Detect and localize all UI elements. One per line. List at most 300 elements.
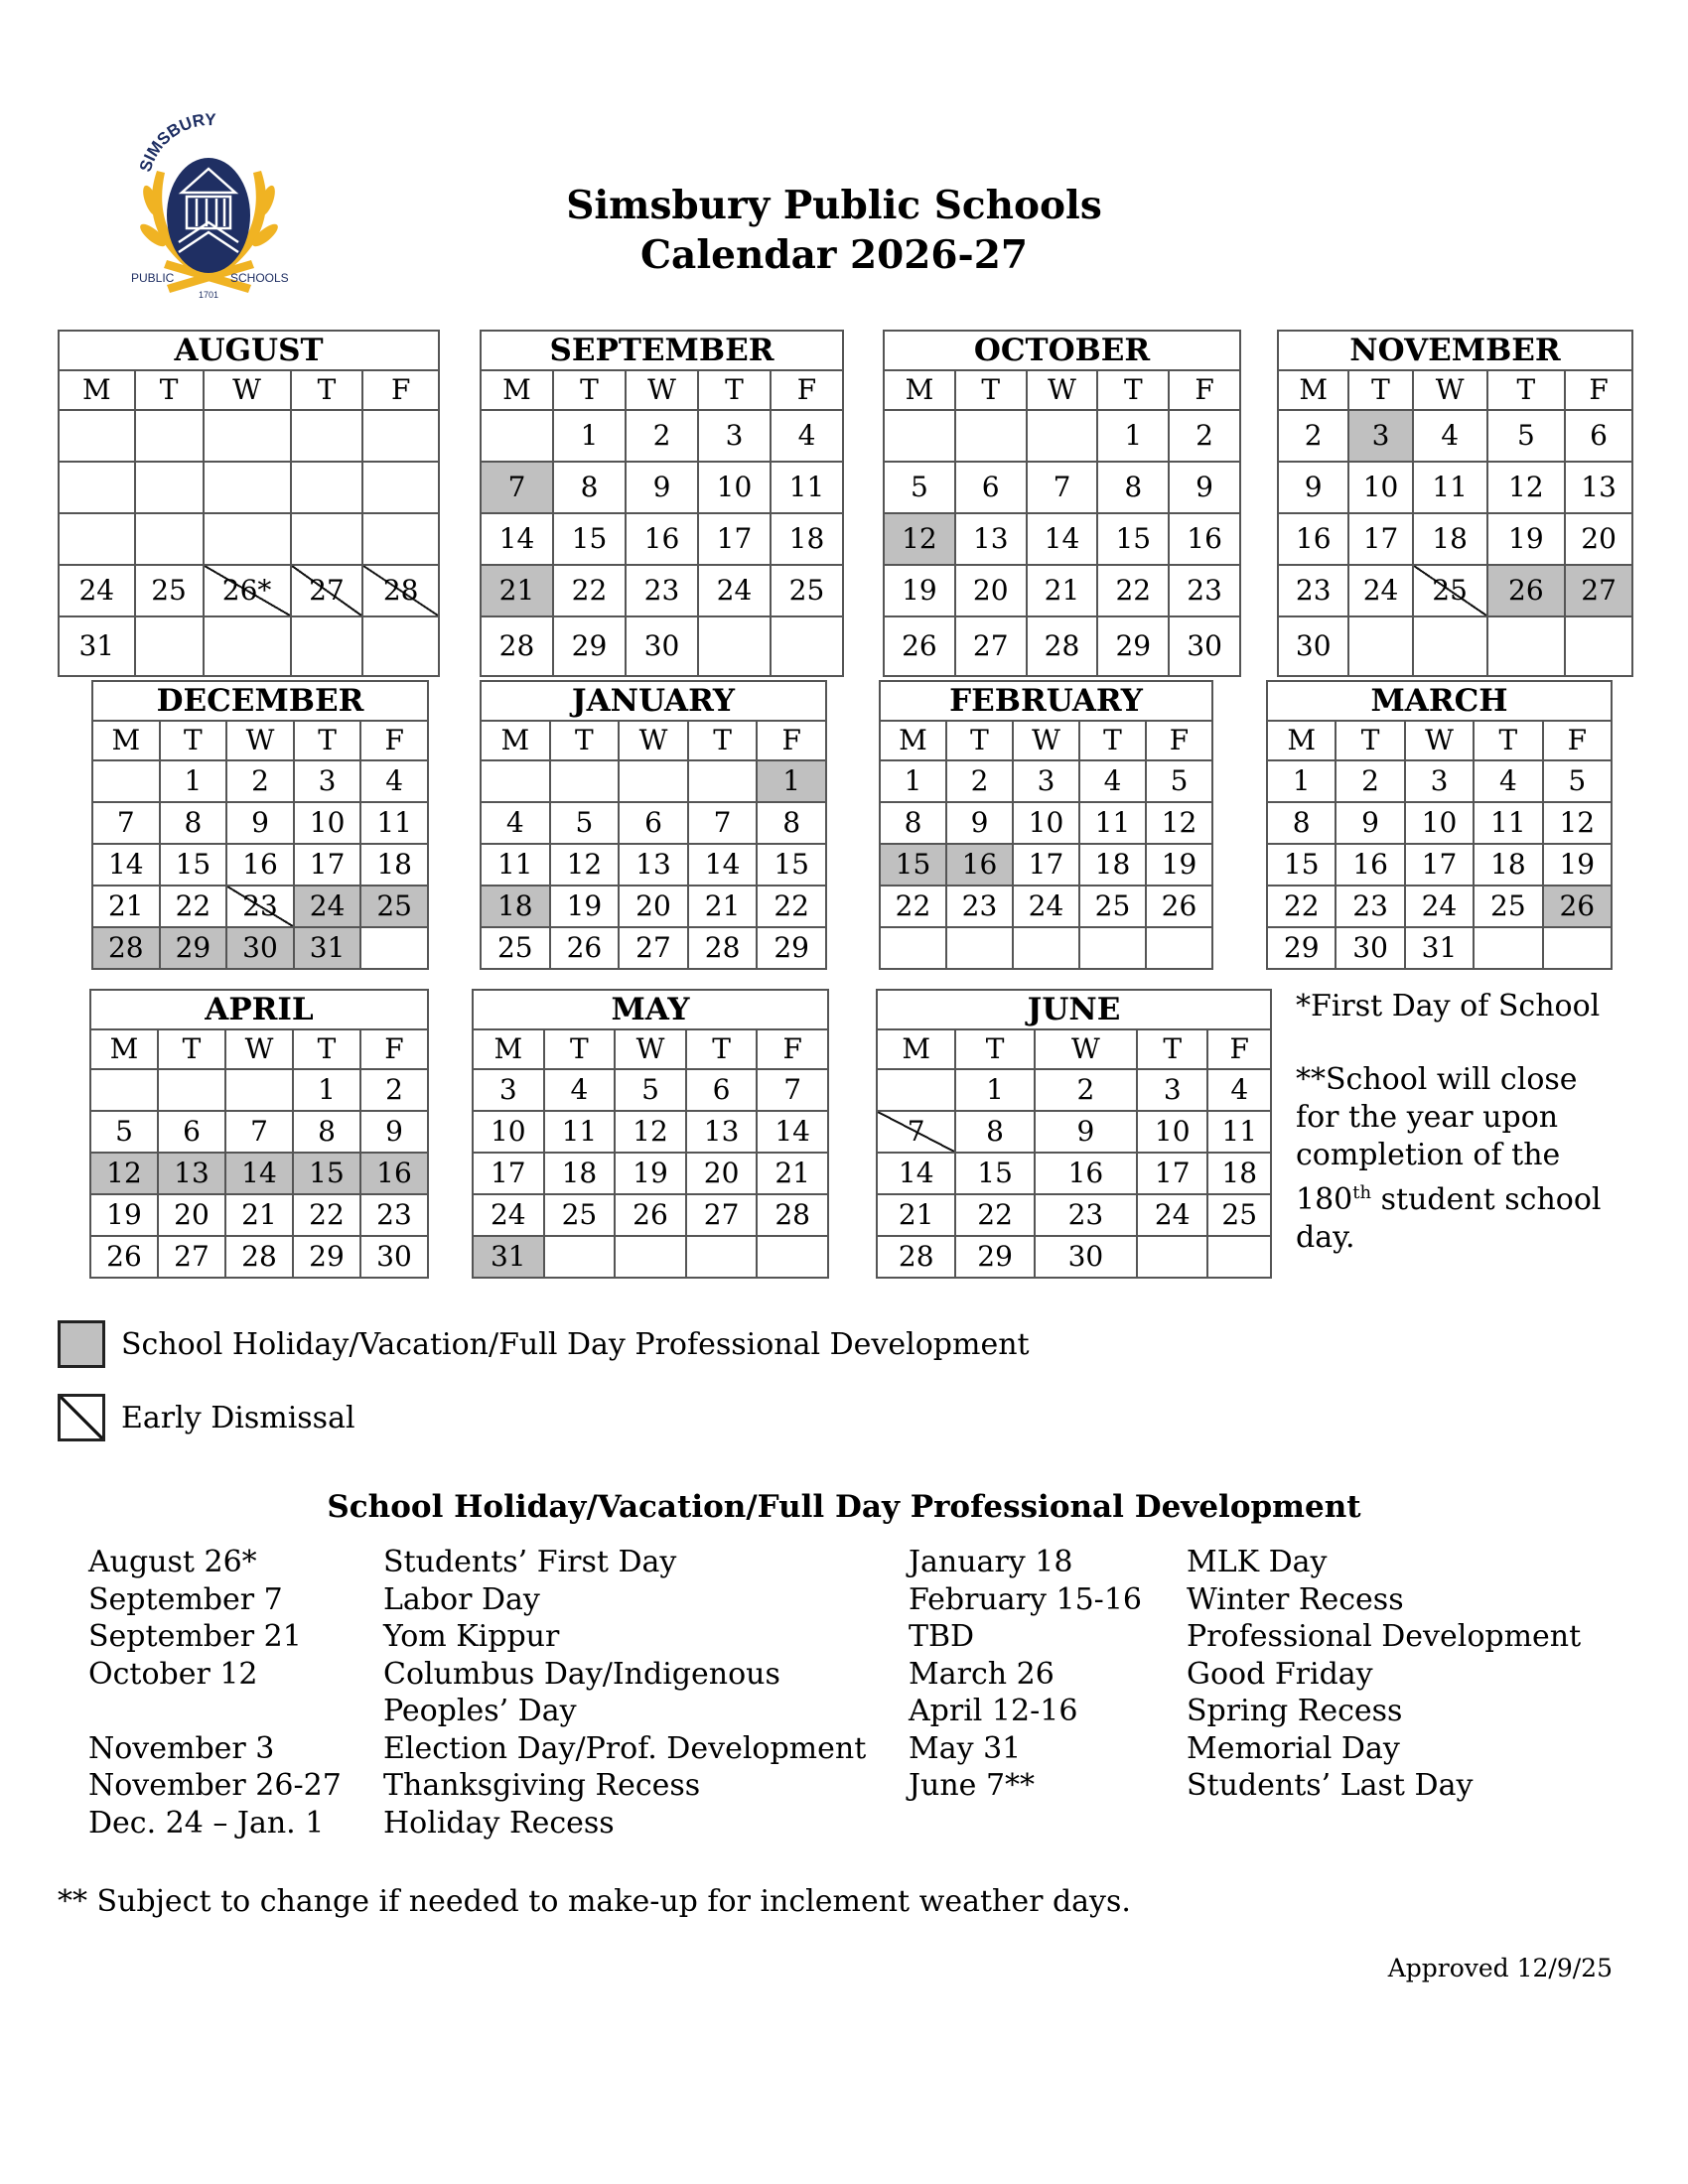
day-cell: 15: [293, 1153, 360, 1194]
holiday-list-item: [88, 1581, 866, 1619]
day-cell: 1: [955, 1069, 1034, 1111]
empty-cell: [1565, 616, 1632, 676]
weekday-header: T: [293, 1029, 360, 1069]
day-cell: 20: [686, 1153, 758, 1194]
day-cell: 26: [550, 927, 620, 969]
week-row: [481, 844, 826, 886]
day-cell: 19: [1487, 513, 1566, 565]
day-cell: 7: [225, 1111, 293, 1153]
day-cell: 24: [1405, 886, 1474, 927]
day-cell: 25: [1413, 565, 1487, 616]
week-row: [473, 1236, 828, 1278]
holiday-list-item: [88, 1656, 866, 1730]
empty-cell: [955, 410, 1027, 462]
day-cell: 22: [955, 1194, 1034, 1236]
legend-holiday-label: School Holiday/Vacation/Full Day Professional Development: [121, 1326, 1030, 1362]
holiday-event: Professional Development: [1187, 1619, 1582, 1654]
footnote: ** Subject to change if needed to make-up for inclement weather days.: [58, 1884, 1131, 1919]
empty-cell: [362, 462, 439, 513]
empty-cell: [1146, 927, 1212, 969]
day-cell: 21: [688, 886, 758, 927]
day-cell: 10: [473, 1111, 544, 1153]
day-cell: 2: [1278, 410, 1348, 462]
holiday-list-item: [909, 1656, 1581, 1694]
day-cell: 22: [1097, 565, 1169, 616]
day-cell: 18: [360, 844, 428, 886]
day-cell: 17: [698, 513, 771, 565]
day-cell: 15: [880, 844, 946, 886]
empty-cell: [360, 927, 428, 969]
weekday-header: T: [1137, 1029, 1207, 1069]
day-cell: 8: [757, 802, 826, 844]
district-logo: [127, 111, 291, 300]
day-cell: 1: [757, 760, 826, 802]
week-row: [473, 1069, 828, 1111]
day-cell: 20: [1565, 513, 1632, 565]
holiday-event: Yom Kippur: [383, 1619, 560, 1654]
empty-cell: [877, 1069, 955, 1111]
empty-cell: [291, 462, 363, 513]
day-cell: 2: [1035, 1069, 1137, 1111]
day-cell: 27: [158, 1236, 225, 1278]
day-cell: 16: [1035, 1153, 1137, 1194]
empty-cell: [550, 760, 620, 802]
empty-cell: [59, 462, 135, 513]
day-cell: 27: [1565, 565, 1632, 616]
day-cell: 15: [1097, 513, 1169, 565]
day-cell: 25: [135, 565, 204, 616]
logo-top-text: SIMSBURY: [135, 111, 216, 175]
week-row: [1278, 616, 1632, 676]
weekday-header: W: [204, 370, 291, 410]
day-cell: 22: [160, 886, 227, 927]
day-cell: 17: [294, 844, 361, 886]
day-cell: 27: [619, 927, 688, 969]
week-row: [90, 1111, 428, 1153]
month-name: OCTOBER: [884, 331, 1240, 370]
holiday-list-item: [909, 1618, 1581, 1656]
weekday-header: F: [1207, 1029, 1271, 1069]
day-cell: 11: [544, 1111, 616, 1153]
day-cell: 17: [1013, 844, 1079, 886]
day-cell: 21: [1027, 565, 1098, 616]
day-cell: 12: [884, 513, 955, 565]
empty-cell: [291, 410, 363, 462]
day-cell: 18: [544, 1153, 616, 1194]
holiday-event: Election Day/Prof. Development: [383, 1730, 867, 1766]
day-cell: 26: [90, 1236, 158, 1278]
holiday-list-item: [88, 1618, 866, 1656]
day-cell: 11: [1474, 802, 1542, 844]
week-row: [880, 802, 1212, 844]
holiday-event: Spring Recess: [1187, 1694, 1403, 1728]
weekday-header: T: [135, 370, 204, 410]
weekday-header: T: [955, 370, 1027, 410]
week-row: [481, 565, 843, 616]
day-cell: 15: [757, 844, 826, 886]
weekday-header: W: [626, 370, 698, 410]
day-cell: 19: [884, 565, 955, 616]
day-cell: 1: [160, 760, 227, 802]
day-cell: 9: [1278, 462, 1348, 513]
day-cell: 3: [1137, 1069, 1207, 1111]
day-cell: 12: [615, 1111, 686, 1153]
day-cell: 4: [360, 760, 428, 802]
day-cell: 9: [946, 802, 1013, 844]
weekday-header: F: [1169, 370, 1240, 410]
empty-cell: [686, 1236, 758, 1278]
day-cell: 20: [955, 565, 1027, 616]
day-cell: 21: [92, 886, 160, 927]
day-cell: 18: [1413, 513, 1487, 565]
day-cell: 5: [884, 462, 955, 513]
week-row: [92, 802, 428, 844]
empty-cell: [92, 760, 160, 802]
day-cell: 28: [481, 616, 553, 676]
weekday-header: F: [757, 1029, 828, 1069]
holiday-list-right: [909, 1544, 1581, 1805]
day-cell: 9: [1336, 802, 1404, 844]
weekday-header: W: [619, 721, 688, 760]
empty-cell: [362, 410, 439, 462]
day-cell: 15: [1267, 844, 1336, 886]
holiday-list-item: [88, 1730, 866, 1768]
day-cell: 3: [698, 410, 771, 462]
weekday-header: T: [553, 370, 626, 410]
holiday-date: November 3: [88, 1730, 275, 1766]
holiday-list-item: [909, 1767, 1581, 1805]
empty-cell: [946, 927, 1013, 969]
day-cell: 26: [1543, 886, 1612, 927]
day-cell: 10: [698, 462, 771, 513]
day-cell: 6: [686, 1069, 758, 1111]
empty-cell: [204, 410, 291, 462]
day-cell: 8: [880, 802, 946, 844]
day-cell: 31: [473, 1236, 544, 1278]
week-row: [884, 565, 1240, 616]
weekday-header: T: [688, 721, 758, 760]
day-cell: 7: [688, 802, 758, 844]
weekday-header: M: [90, 1029, 158, 1069]
weekday-header: M: [59, 370, 135, 410]
week-row: [90, 1069, 428, 1111]
early-dismissal-swatch-icon: [58, 1394, 105, 1441]
day-cell: 10: [1405, 802, 1474, 844]
weekday-header: W: [1013, 721, 1079, 760]
weekday-header: T: [686, 1029, 758, 1069]
day-cell: 16: [1169, 513, 1240, 565]
holiday-list-item: [909, 1730, 1581, 1768]
day-cell: 19: [1543, 844, 1612, 886]
day-cell: 4: [544, 1069, 616, 1111]
weekday-header: F: [362, 370, 439, 410]
week-row: [481, 410, 843, 462]
day-cell: 21: [225, 1194, 293, 1236]
day-cell: 12: [90, 1153, 158, 1194]
empty-cell: [1207, 1236, 1271, 1278]
day-cell: 8: [955, 1111, 1034, 1153]
month-name: MARCH: [1267, 681, 1612, 721]
day-cell: 23: [1169, 565, 1240, 616]
day-cell: 10: [1013, 802, 1079, 844]
holiday-swatch-icon: [58, 1320, 105, 1368]
day-cell: 19: [550, 886, 620, 927]
legend-early-label: Early Dismissal: [121, 1400, 355, 1435]
weekday-header: M: [1267, 721, 1336, 760]
day-cell: 27: [686, 1194, 758, 1236]
day-cell: 24: [698, 565, 771, 616]
day-cell: 25: [1207, 1194, 1271, 1236]
week-row: [92, 927, 428, 969]
day-cell: 19: [615, 1153, 686, 1194]
day-cell: 27: [291, 565, 363, 616]
holiday-event: Columbus Day/Indigenous Peoples’ Day: [383, 1656, 780, 1728]
weekday-header: M: [877, 1029, 955, 1069]
day-cell: 11: [360, 802, 428, 844]
day-cell: 4: [1474, 760, 1542, 802]
day-cell: 9: [360, 1111, 428, 1153]
day-cell: 18: [1079, 844, 1146, 886]
day-cell: 1: [293, 1069, 360, 1111]
week-row: [880, 844, 1212, 886]
day-cell: 5: [550, 802, 620, 844]
day-cell: 16: [1278, 513, 1348, 565]
day-cell: 29: [293, 1236, 360, 1278]
week-row: [473, 1153, 828, 1194]
day-cell: 4: [1207, 1069, 1271, 1111]
weekday-header: W: [1413, 370, 1487, 410]
day-cell: 26: [615, 1194, 686, 1236]
week-row: [59, 410, 439, 462]
week-row: [1267, 802, 1612, 844]
week-row: [880, 927, 1212, 969]
day-cell: 8: [1267, 802, 1336, 844]
weekday-header: T: [1097, 370, 1169, 410]
month-name: MAY: [473, 990, 828, 1029]
month-name: SEPTEMBER: [481, 331, 843, 370]
day-cell: 31: [59, 616, 135, 676]
day-cell: 16: [226, 844, 294, 886]
day-cell: 25: [1474, 886, 1542, 927]
week-row: [90, 1236, 428, 1278]
month-name: JANUARY: [481, 681, 826, 721]
day-cell: 4: [481, 802, 550, 844]
empty-cell: [1013, 927, 1079, 969]
day-cell: 29: [553, 616, 626, 676]
weekday-header: F: [1565, 370, 1632, 410]
day-cell: 21: [481, 565, 553, 616]
day-cell: 7: [877, 1111, 955, 1153]
week-row: [877, 1236, 1271, 1278]
week-row: [59, 616, 439, 676]
day-cell: 22: [293, 1194, 360, 1236]
weekday-header: F: [1146, 721, 1212, 760]
day-cell: 11: [481, 844, 550, 886]
legend-holiday: [58, 1320, 1030, 1368]
week-row: [1278, 565, 1632, 616]
day-cell: 10: [294, 802, 361, 844]
empty-cell: [698, 616, 771, 676]
empty-cell: [90, 1069, 158, 1111]
day-cell: 17: [473, 1153, 544, 1194]
week-row: [877, 1069, 1271, 1111]
month-name: FEBRUARY: [880, 681, 1212, 721]
holiday-event: Winter Recess: [1187, 1581, 1404, 1617]
week-row: [1267, 927, 1612, 969]
holiday-event: Thanksgiving Recess: [383, 1768, 701, 1803]
day-cell: 9: [1169, 462, 1240, 513]
month-june: [876, 989, 1272, 1279]
weekday-header: T: [544, 1029, 616, 1069]
empty-cell: [757, 1236, 828, 1278]
day-cell: 2: [360, 1069, 428, 1111]
day-cell: 23: [1278, 565, 1348, 616]
weekday-header: F: [360, 721, 428, 760]
day-cell: 23: [360, 1194, 428, 1236]
empty-cell: [481, 760, 550, 802]
week-row: [877, 1153, 1271, 1194]
day-cell: 6: [158, 1111, 225, 1153]
empty-cell: [225, 1069, 293, 1111]
month-april: [89, 989, 429, 1279]
day-cell: 18: [1474, 844, 1542, 886]
week-row: [92, 760, 428, 802]
week-row: [59, 462, 439, 513]
month-january: [480, 680, 827, 970]
week-row: [1267, 760, 1612, 802]
day-cell: 9: [1035, 1111, 1137, 1153]
day-cell: 18: [481, 886, 550, 927]
day-cell: 4: [1079, 760, 1146, 802]
day-cell: 13: [158, 1153, 225, 1194]
month-name: JUNE: [877, 990, 1271, 1029]
day-cell: 27: [955, 616, 1027, 676]
weekday-header: M: [884, 370, 955, 410]
day-cell: 1: [1267, 760, 1336, 802]
weekday-header: W: [1027, 370, 1098, 410]
holiday-date: February 15-16: [909, 1581, 1142, 1617]
holiday-date: April 12-16: [909, 1694, 1078, 1728]
empty-cell: [135, 462, 204, 513]
empty-cell: [362, 616, 439, 676]
holiday-event: Students’ First Day: [383, 1545, 677, 1579]
day-cell: 16: [626, 513, 698, 565]
empty-cell: [135, 513, 204, 565]
approved-date: Approved 12/9/25: [1387, 1954, 1613, 1982]
day-cell: 19: [1146, 844, 1212, 886]
holiday-date: TBD: [909, 1619, 975, 1654]
holiday-list-item: [909, 1581, 1581, 1619]
week-row: [877, 1111, 1271, 1153]
holiday-date: September 7: [88, 1581, 283, 1617]
month-name: AUGUST: [59, 331, 439, 370]
close-note: **School will close for the year upon completion of the 180th student school day.: [1296, 1062, 1602, 1255]
day-cell: 13: [955, 513, 1027, 565]
day-cell: 28: [877, 1236, 955, 1278]
day-cell: 11: [771, 462, 843, 513]
day-cell: 21: [757, 1153, 828, 1194]
day-cell: 23: [1035, 1194, 1137, 1236]
day-cell: 30: [626, 616, 698, 676]
day-cell: 26: [884, 616, 955, 676]
day-cell: 8: [553, 462, 626, 513]
day-cell: 28: [225, 1236, 293, 1278]
day-cell: 5: [1487, 410, 1566, 462]
day-cell: 29: [1097, 616, 1169, 676]
day-cell: 23: [626, 565, 698, 616]
week-row: [481, 802, 826, 844]
empty-cell: [59, 410, 135, 462]
weekday-header: T: [1079, 721, 1146, 760]
day-cell: 17: [1405, 844, 1474, 886]
day-cell: 26: [1146, 886, 1212, 927]
month-name: DECEMBER: [92, 681, 428, 721]
day-cell: 25: [481, 927, 550, 969]
month-march: [1266, 680, 1613, 970]
month-august: [58, 330, 440, 677]
holiday-date: October 12: [88, 1656, 258, 1692]
weekday-header: M: [880, 721, 946, 760]
day-cell: 31: [294, 927, 361, 969]
day-cell: 17: [1348, 513, 1412, 565]
day-cell: 22: [757, 886, 826, 927]
day-cell: 19: [90, 1194, 158, 1236]
day-cell: 14: [688, 844, 758, 886]
empty-cell: [1474, 927, 1542, 969]
day-cell: 30: [1336, 927, 1404, 969]
day-cell: 16: [946, 844, 1013, 886]
weekday-header: T: [291, 370, 363, 410]
day-cell: 25: [544, 1194, 616, 1236]
day-cell: 9: [626, 462, 698, 513]
day-cell: 7: [481, 462, 553, 513]
day-cell: 15: [160, 844, 227, 886]
holiday-list-item: [909, 1544, 1581, 1581]
day-cell: 11: [1079, 802, 1146, 844]
weekday-header: T: [294, 721, 361, 760]
calendar-notes: [1296, 988, 1623, 1293]
empty-cell: [481, 410, 553, 462]
weekday-header: T: [1348, 370, 1412, 410]
day-cell: 25: [771, 565, 843, 616]
day-cell: 8: [1097, 462, 1169, 513]
holiday-date: March 26: [909, 1656, 1055, 1692]
week-row: [90, 1153, 428, 1194]
day-cell: 1: [1097, 410, 1169, 462]
day-cell: 7: [1027, 462, 1098, 513]
day-cell: 10: [1137, 1111, 1207, 1153]
empty-cell: [204, 462, 291, 513]
day-cell: 13: [619, 844, 688, 886]
weekday-header: T: [946, 721, 1013, 760]
day-cell: 11: [1207, 1111, 1271, 1153]
logo-left-text: PUBLIC: [131, 271, 175, 285]
day-cell: 2: [626, 410, 698, 462]
week-row: [481, 616, 843, 676]
holiday-list-title: School Holiday/Vacation/Full Day Professional Development: [327, 1489, 1361, 1525]
day-cell: 20: [619, 886, 688, 927]
day-cell: 17: [1137, 1153, 1207, 1194]
day-cell: 23: [226, 886, 294, 927]
emblem-oval: [167, 158, 250, 273]
empty-cell: [204, 513, 291, 565]
month-february: [879, 680, 1213, 970]
empty-cell: [619, 760, 688, 802]
day-cell: 6: [1565, 410, 1632, 462]
month-may: [472, 989, 829, 1279]
weekday-header: F: [757, 721, 826, 760]
day-cell: 3: [473, 1069, 544, 1111]
